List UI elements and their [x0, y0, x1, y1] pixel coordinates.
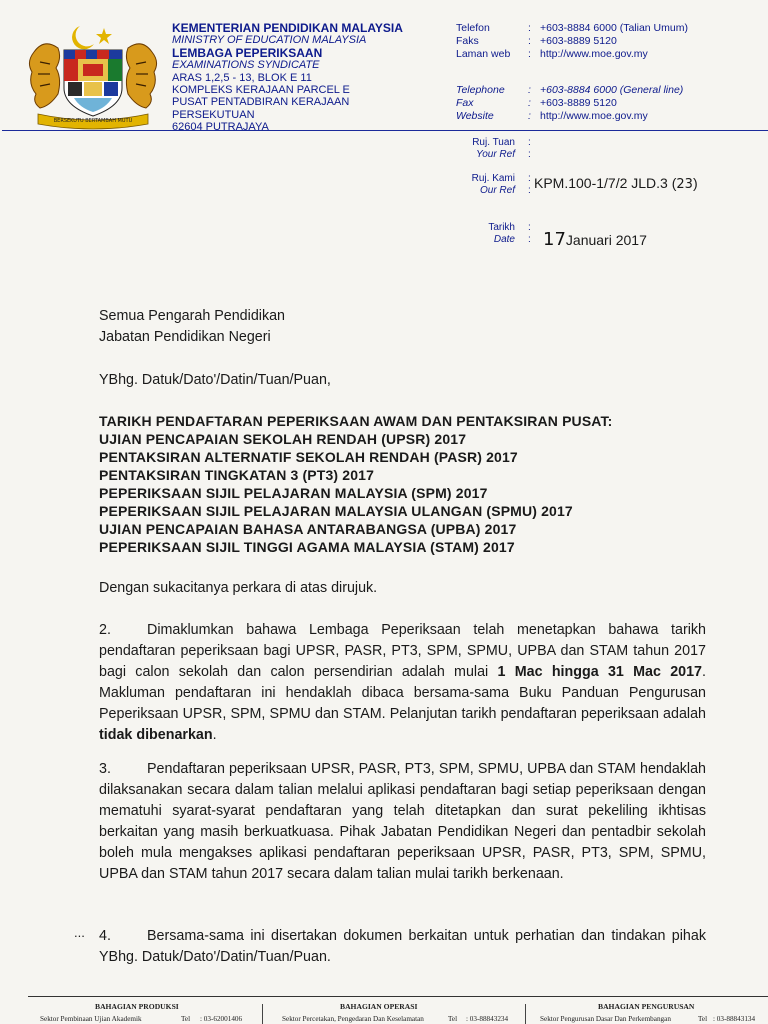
contact-row-fax: Faks : +603-8889 5120 [456, 35, 617, 47]
address-line: PUSAT PENTADBIRAN KERAJAAN PERSEKUTUAN [172, 96, 350, 121]
board-name-ms: LEMBAGA PEPERIKSAAN [172, 45, 323, 60]
salutation: YBhg. Datuk/Dato'/Datin/Tuan/Puan, [99, 372, 331, 388]
footer-title: BAHAGIAN OPERASI [340, 1002, 418, 1011]
your-ref-label: Ruj. Tuan Your Ref [472, 137, 515, 160]
paragraph-3: 3. Pendaftaran peperiksaan UPSR, PASR, PT3, SPM, SPMU, UPBA dan STAM hendaklah dilaksanakan secara dalam talian melalui aplikasi pendaftaran bagi setiap peperiksaan dengan mematuhi syarat-syarat pendaftaran yang telah ditetapkan dan surat pekeliling ikhtisas berkaitan yang masih berkuatkuasa. Pihak Jabatan Pendidikan Negeri dan pentadbir sekolah boleh mula mengakses aplikasi pendaftaran peperiksaan UPSR, PASR, PT3, SPM, SPMU, UPBA dan STAM tahun 2017 secara dalam talian mulai tarikh berkenaan. [99, 761, 706, 882]
handwritten-ref-number: 23 [676, 177, 693, 192]
contact-row-phone: Telefon : +603-8884 6000 (Talian Umum) [456, 22, 688, 34]
address-line: 62604 PUTRAJAYA [172, 121, 269, 134]
board-name-en: EXAMINATIONS SYNDICATE [172, 59, 320, 72]
subject-heading: TARIKH PENDAFTARAN PEPERIKSAAN AWAM DAN PENTAKSIRAN PUSAT: UJIAN PENCAPAIAN SEKOLAH RENDAH (UPSR) 2017 PENTAKSIRAN ALTERNATIF SEKOLAH RENDAH (PASR) 2017 PENTAKSIRAN TINGKATAN 3 (PT3) 2017 PEPERIKSAAN SIJIL PELAJARAN MALAYSIA (SPM) 2017 PEPERIKSAAN SIJIL PELAJARAN MALAYSIA ULANGAN (SPMU) 2017 UJIAN PENCAPAIAN BAHASA ANTARABANGSA (UPBA) 2017 PEPERIKSAAN SIJIL TINGGI AGAMA MALAYSIA (STAM) 2017 [99, 413, 613, 555]
footer-title: BAHAGIAN PENGURUSAN [598, 1002, 695, 1011]
handwritten-day: 17 [543, 229, 566, 250]
website-link[interactable]: http://www.moe.gov.my [540, 110, 648, 122]
footer-tel-label: Tel [698, 1015, 708, 1023]
paragraph-2: 2. Dimaklumkan bahawa Lembaga Peperiksaan telah menetapkan bahawa tarikh pendaftaran peperiksaan bagi UPSR, PASR, PT3, SPM, SPMU, UPBA dan STAM tahun 2017 bagi calon sekolah dan calon persendirian adalah mulai 1 Mac hingga 31 Mac 2017. Makluman pendaftaran ini hendaklah dibaca bersama-sama Buku Panduan Pengurusan Peperiksaan UPSR, SPM, SPMU dan STAM. Pelanjutan tarikh pendaftaran peperiksaan adalah tidak dibenarkan. [99, 622, 706, 743]
svg-text:BERSEKUTU BERTAMBAH MUTU: BERSEKUTU BERTAMBAH MUTU [53, 118, 133, 124]
address-line: KOMPLEKS KERAJAAN PARCEL E [172, 84, 350, 97]
contact-row-phone: Telephone : +603-8884 6000 (General line) [456, 84, 684, 96]
contact-row-web: Website : http://www.moe.gov.my [456, 110, 648, 122]
contacts-ms [456, 22, 756, 62]
footer-tel-label: Tel [448, 1015, 458, 1023]
footer-separator [525, 1004, 526, 1024]
ref-colon: : : [528, 137, 531, 160]
paragraph-4: 4. Bersama-sama ini disertakan dokumen berkaitan untuk perhatian dan tindakan pihak YBhg. Datuk/Dato'/Datin/Tuan/Puan. [99, 928, 706, 965]
address-line: ARAS 1,2,5 - 13, BLOK E 11 [172, 71, 312, 84]
footer-separator [262, 1004, 263, 1024]
ministry-name-ms: KEMENTERIAN PENDIDIKAN MALAYSIA [172, 21, 403, 35]
website-link[interactable]: http://www.moe.gov.my [540, 48, 648, 60]
recipient-block: Semua Pengarah Pendidikan Jabatan Pendidikan Negeri [99, 308, 285, 345]
footer-tel-label: Tel [181, 1015, 191, 1023]
malaysia-coat-of-arms-logo [28, 22, 158, 130]
ministry-name-en: MINISTRY OF EDUCATION MALAYSIA [172, 34, 367, 47]
our-ref-value: KPM.100-1/7/2 JLD.3 (23) [534, 175, 698, 192]
date-label: Tarikh Date [488, 222, 515, 245]
ministry-letterhead [172, 22, 432, 134]
letter-date: 17Januari 2017 [543, 229, 647, 250]
footer-title: BAHAGIAN PRODUKSI [95, 1002, 179, 1011]
footer-sector: Sektor Percetakan, Pengedaran Dan Keselamatan [282, 1015, 424, 1023]
footer-tel: : 03-88843234 [466, 1015, 509, 1023]
footer-tel: : 03-62001406 [200, 1015, 243, 1023]
footer-divider [28, 996, 768, 997]
ref-colon: : : [528, 173, 531, 196]
our-ref-label: Ruj. Kami Our Ref [471, 173, 515, 196]
contact-row-fax: Fax : +603-8889 5120 [456, 97, 617, 109]
continuation-marker: ... [74, 925, 85, 940]
footer-sector: Sektor Pengurusan Dasar Dan Perkembangan [540, 1015, 671, 1023]
footer-sector: Sektor Pembinaan Ujian Akademik [40, 1015, 142, 1023]
contacts-en [456, 84, 756, 124]
footer-tel: : 03-88843134 [713, 1015, 756, 1023]
ref-colon: : : [528, 222, 531, 245]
letterhead-divider [2, 130, 768, 131]
opening-line: Dengan sukacitanya perkara di atas dirujuk. [99, 580, 378, 596]
contact-row-web: Laman web : http://www.moe.gov.my [456, 48, 648, 60]
